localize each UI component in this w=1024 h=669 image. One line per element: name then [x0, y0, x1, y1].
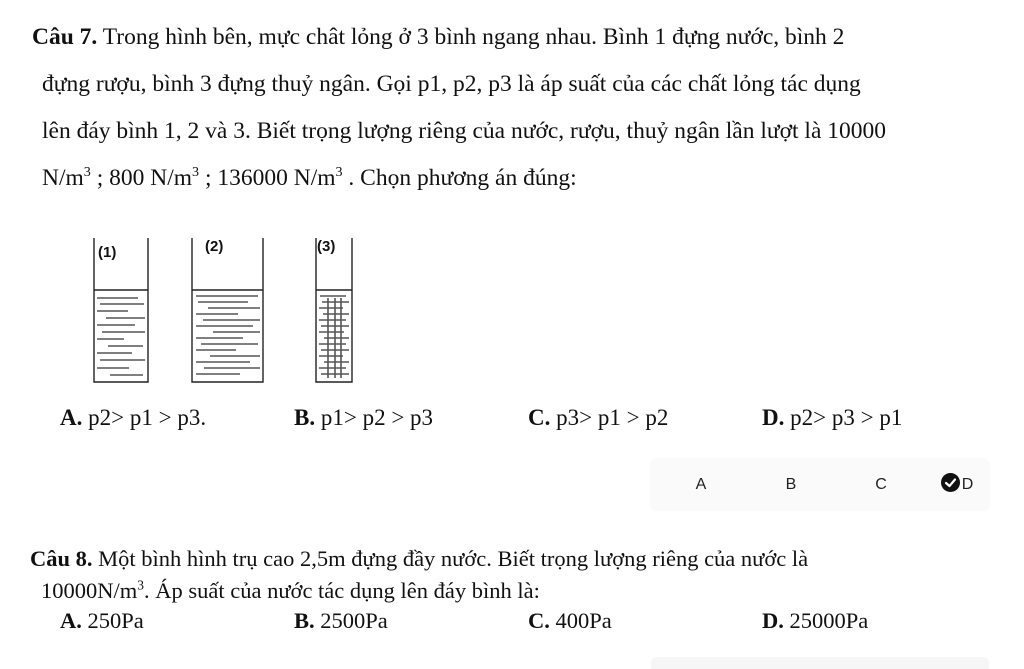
- question-7: [32, 14, 1007, 202]
- liquid-water: [97, 298, 145, 375]
- question-7-line-1: Câu 7. Trong hình bên, mực chât lỏng ở 3 bình ngang nhau. Bình 1 đựng nước, bình 2: [32, 24, 845, 50]
- liquid-mercury: [319, 296, 349, 374]
- answer-button-b[interactable]: B: [785, 476, 797, 493]
- container-3: [316, 238, 352, 382]
- answer-button-c[interactable]: C: [875, 476, 887, 493]
- question-8-line-2: $10000N/m^3$. Áp suất của nước tác dụng lên đáy bình là:: [41, 577, 540, 603]
- q7-option-d: D. p2> p3 > p1: [762, 405, 903, 430]
- q8-option-a: A. 250Pa: [60, 608, 144, 633]
- question-7-line-3: lên đáy bình 1, 2 và 3. Biết trọng lượng riêng của nước, rượu, thuỷ ngân lần lượt là 10000: [42, 118, 887, 144]
- container-3-label: (3): [317, 238, 336, 255]
- question-8: [30, 543, 1010, 607]
- question-7-label: Câu 7.: [32, 24, 98, 50]
- container-1-label: (1): [98, 244, 117, 261]
- q7-option-b: B. p1> p2 > p3: [294, 405, 434, 430]
- q7-option-a: A. p2> p1 > p3.: [60, 405, 207, 430]
- next-answer-selector-edge: [651, 657, 989, 669]
- question-8-label: Câu 8.: [30, 546, 93, 571]
- container-2-label: (2): [205, 238, 224, 255]
- q8-option-c: C. 400Pa: [528, 608, 612, 633]
- container-2: [192, 238, 263, 382]
- question-7-line-2: đựng rượu, bình 3 đựng thuỷ ngân. Gọi p1, p2, p3 là áp suất của các chất lỏng tác dụng: [42, 71, 861, 97]
- answer-button-d-label: D: [961, 476, 974, 493]
- question-7-line-4: $N/m^3$ ; 800 $N/m^3$ ; 136000 $N/m^3$ . Chọn phương án đúng:: [42, 164, 577, 191]
- question-8-options: [60, 608, 1000, 640]
- question-7-options: [60, 405, 1000, 437]
- liquid-alcohol: [196, 296, 260, 374]
- three-containers-figure: [88, 232, 363, 392]
- check-circle-icon: [941, 473, 960, 492]
- q8-option-d: D. 25000Pa: [762, 608, 869, 633]
- answer-selector: [651, 459, 989, 510]
- q7-option-c: C. p3> p1 > p2: [528, 405, 669, 430]
- answer-button-a[interactable]: A: [695, 476, 707, 493]
- question-8-line-1: Câu 8. Một bình hình trụ cao 2,5m đựng đầy nước. Biết trọng lượng riêng của nước là: [30, 546, 809, 571]
- q8-option-b: B. 2500Pa: [294, 608, 388, 633]
- answer-button-d[interactable]: [927, 459, 987, 510]
